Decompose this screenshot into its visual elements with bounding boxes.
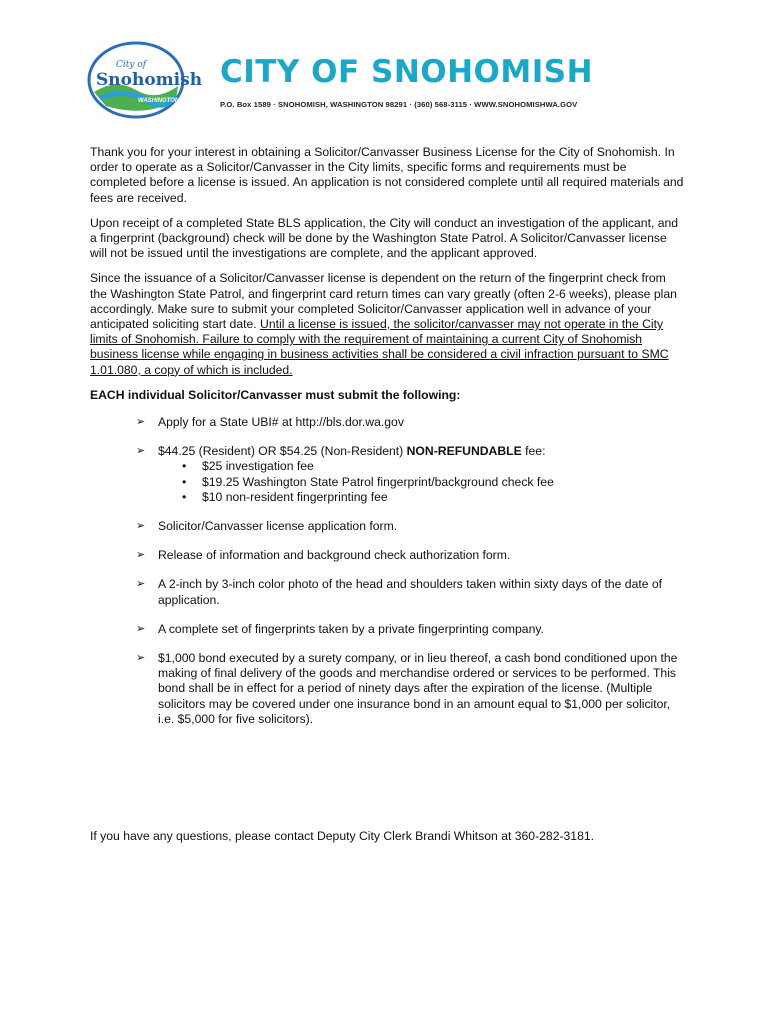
list-item	[136, 444, 684, 505]
fee-item-text: $19.25 Washington State Patrol fingerprint/background check fee	[202, 474, 554, 489]
item-text: Apply for a State UBI# at http://bls.dor.wa.gov	[158, 415, 404, 430]
timing-text: Since the issuance of a Solicitor/Canvasser license is dependent on the return of the fingerprint check from the Washington State Patrol, and fingerprint card return times can vary greatly (often 2-6 weeks), please plan accordingly. Make sure to submit your completed Solicitor/Canvasser application well in advance of your anticipated soliciting start date.	[90, 271, 677, 332]
item-text: $1,000 bond executed by a surety company, or in lieu thereof, a cash bond conditioned upon the making of final delivery of the goods and merchandise ordered or services to be performed. This bond shall be in effect for a period of ninety days after the expiration of the license. (Multiple solicitors may be covered under one insurance bond in an amount equal to $1,000 per solicitor, i.e. $5,000 for five solicitors).	[158, 651, 678, 726]
intro-paragraph: Thank you for your interest in obtaining a Solicitor/Canvasser Business License for the City of Snohomish. In order to operate as a Solicitor/Canvasser in the City limits, specific forms and requirements must be completed before a license is issued. An application is not considered complete until all required materials and fees are received.	[90, 145, 684, 205]
arrow-bullet-icon: ➢	[136, 549, 146, 562]
logo-line2: Snohomish	[96, 70, 203, 90]
page-title: CITY OF SNOHOMISH	[220, 54, 594, 90]
list-item	[136, 651, 684, 727]
item-text: Solicitor/Canvasser license application form.	[158, 519, 398, 534]
city-logo	[86, 40, 203, 120]
fee-breakdown-list	[158, 459, 684, 505]
timing-paragraph	[90, 271, 684, 377]
list-item	[136, 548, 684, 563]
city-seal-icon	[86, 40, 203, 120]
requirements-list	[90, 415, 684, 727]
arrow-bullet-icon: ➢	[136, 416, 146, 429]
arrow-bullet-icon: ➢	[136, 445, 146, 458]
list-item	[136, 415, 684, 430]
letter-body	[90, 145, 684, 741]
bullet-dot-icon: •	[182, 489, 187, 504]
list-item	[136, 519, 684, 534]
investigation-paragraph: Upon receipt of a completed State BLS application, the City will conduct an investigation of the applicant, and a fingerprint (background) check will be done by the Washington State Patrol. A Solicitor/Canvasser license will not be issued until the investigations are complete, and the applicant approved.	[90, 215, 679, 261]
arrow-bullet-icon: ➢	[136, 578, 146, 591]
arrow-bullet-icon: ➢	[136, 652, 146, 665]
requirements-heading: EACH individual Solicitor/Canvasser must submit the following:	[90, 387, 461, 402]
fee-suffix: fee:	[521, 444, 546, 459]
item-text: A 2-inch by 3-inch color photo of the head and shoulders taken within sixty days of the date of application.	[158, 577, 663, 607]
fee-item	[180, 459, 684, 474]
fee-item-text: $10 non-resident fingerprinting fee	[202, 489, 388, 504]
item-text: Release of information and background check authorization form.	[158, 548, 511, 563]
logo-line3: WASHINGTON	[138, 98, 180, 104]
bullet-dot-icon: •	[182, 459, 187, 474]
fee-item	[180, 490, 684, 505]
list-item	[136, 577, 684, 607]
bullet-dot-icon: •	[182, 474, 187, 489]
fee-item-text: $25 investigation fee	[202, 459, 314, 474]
logo-line1: City of	[116, 60, 147, 70]
compliance-warning: Until a license is issued, the solicitor/canvasser may not operate in the City limits of Snohomish. Failure to comply with the requirement of maintaining a current City of Snohomish business license while engaging in business activities shall be considered a civil infraction pursuant to SMC 1.01.080, a copy of which is included.	[90, 317, 669, 377]
non-refundable-label: NON-REFUNDABLE	[406, 444, 522, 459]
arrow-bullet-icon: ➢	[136, 520, 146, 533]
address-line: P.O. Box 1589 · SNOHOMISH, WASHINGTON 98291 · (360) 568-3115 · WWW.SNOHOMISHWA.GOV	[220, 100, 578, 109]
list-item	[136, 622, 684, 637]
fee-text: $44.25 (Resident) OR $54.25 (Non-Resident)	[158, 444, 407, 459]
item-text: A complete set of fingerprints taken by a private fingerprinting company.	[158, 621, 544, 636]
arrow-bullet-icon: ➢	[136, 622, 146, 635]
fee-item	[180, 475, 684, 490]
contact-line: If you have any questions, please contact Deputy City Clerk Brandi Whitson at 360-282-3181.	[90, 829, 595, 843]
